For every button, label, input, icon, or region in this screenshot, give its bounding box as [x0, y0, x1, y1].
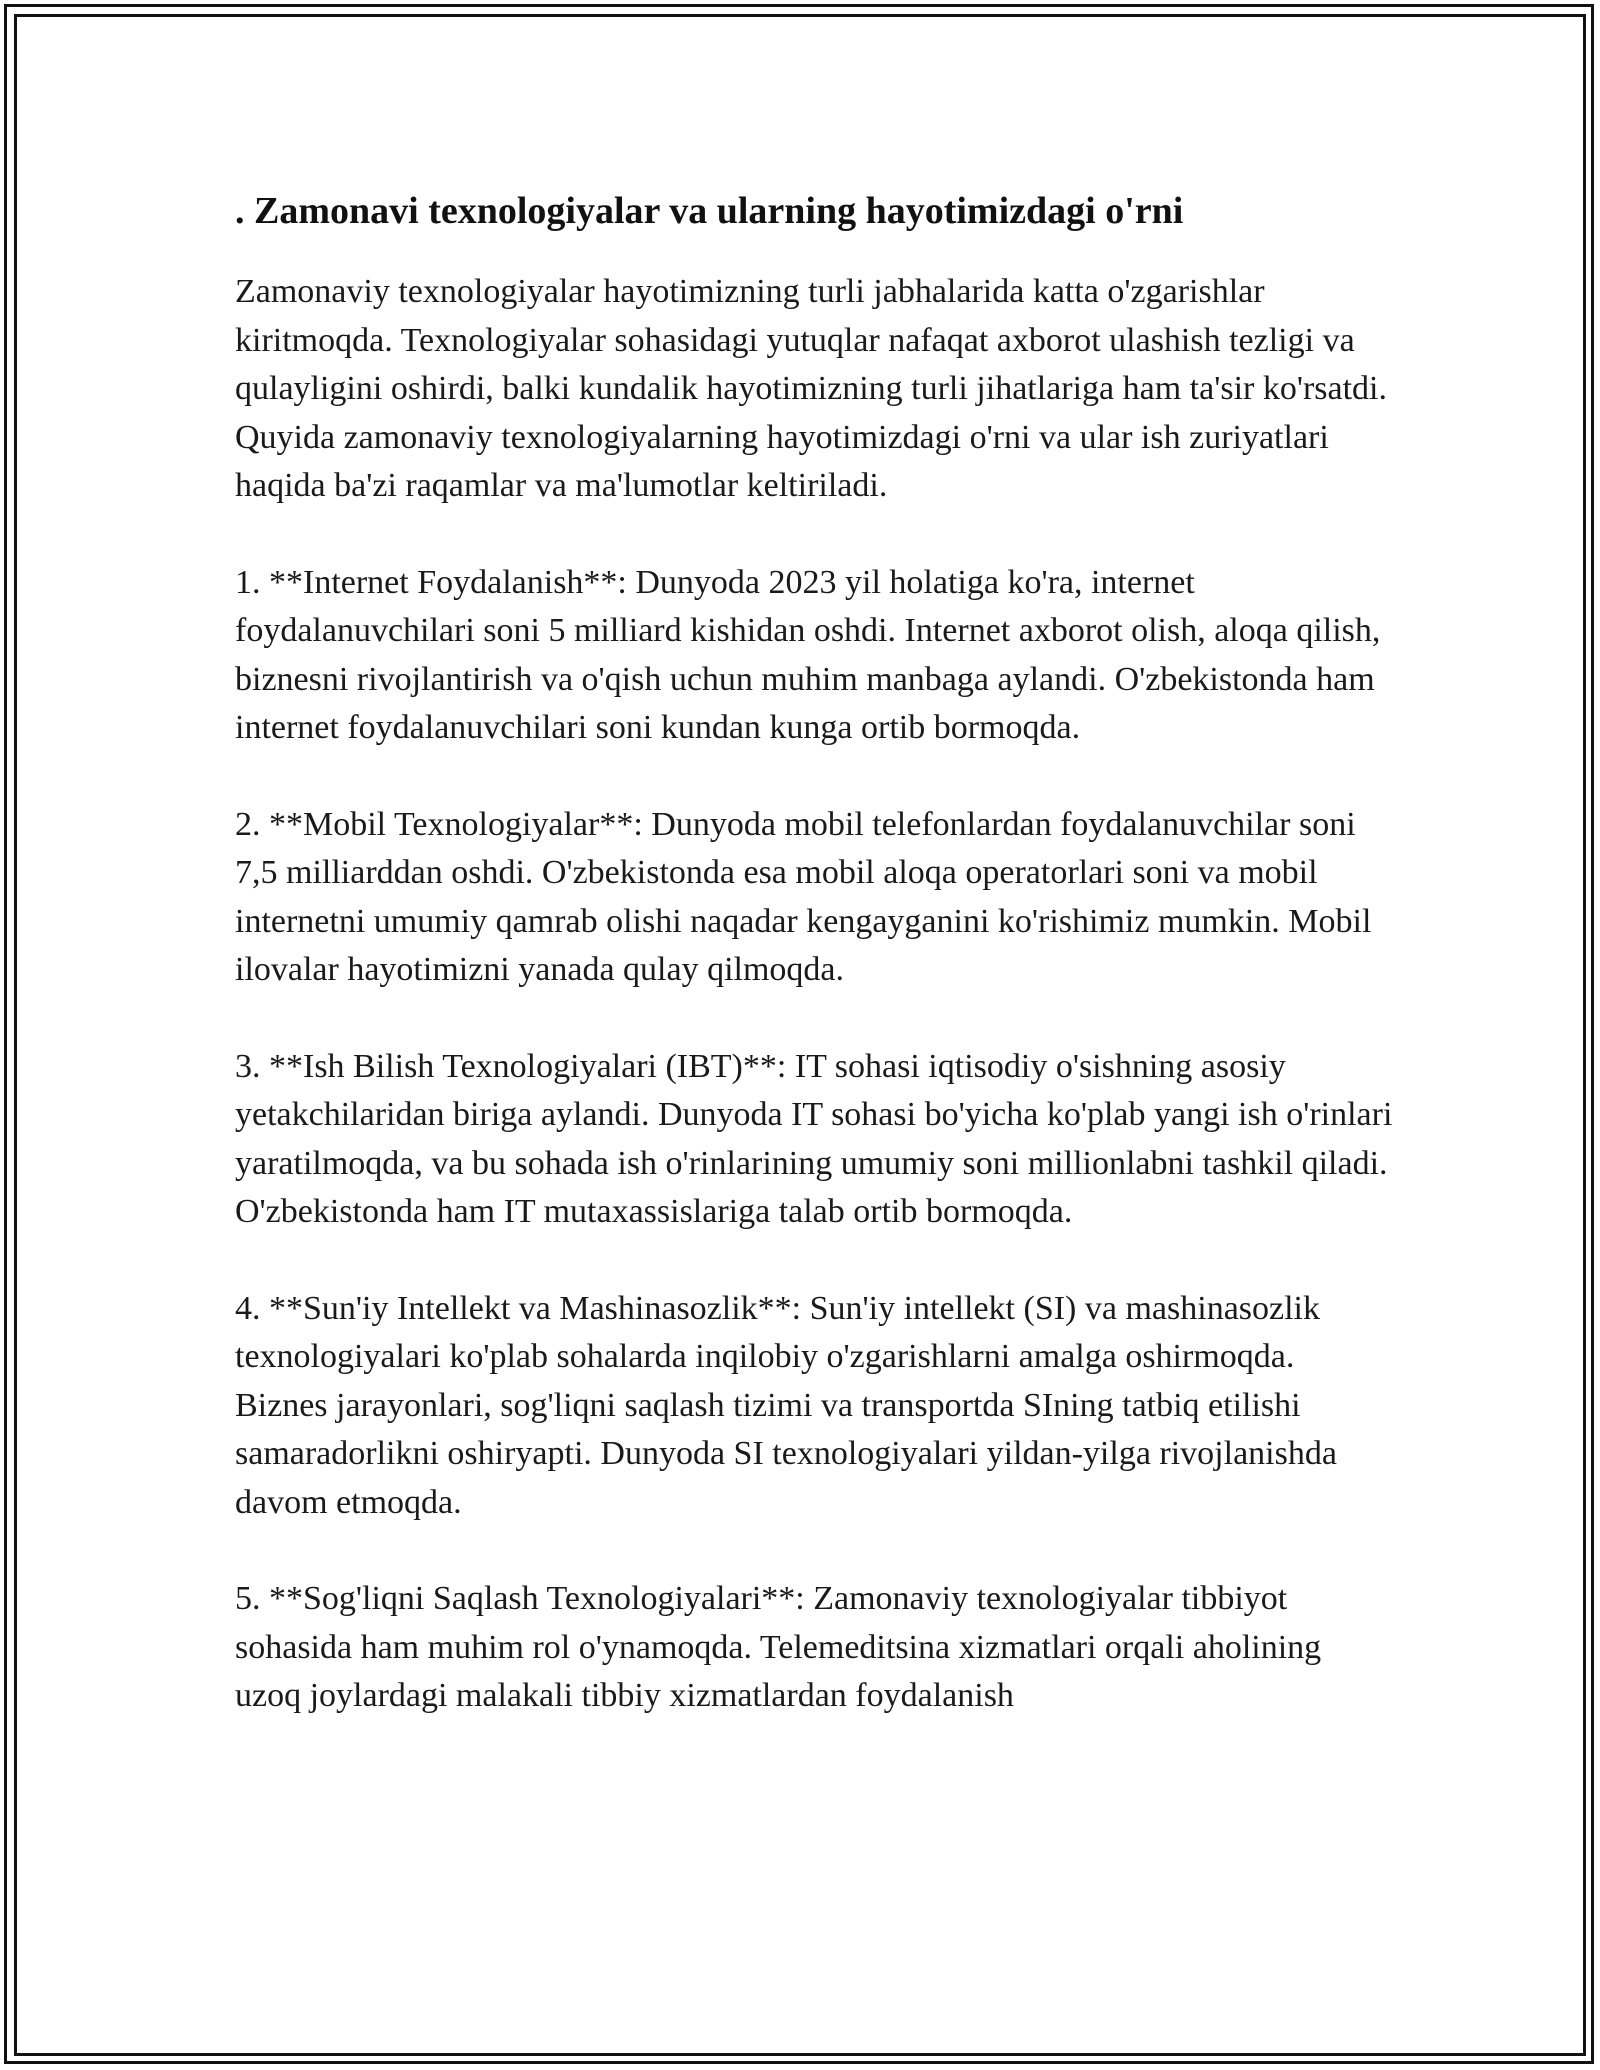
document-title: . Zamonavi texnologiyalar va ularning hayotimizdagi o'rni [235, 190, 1184, 232]
paragraph-mobile-technologies: 2. **Mobil Texnologiyalar**: Dunyoda mobil telefonlardan foydalanuvchilar soni 7,5 milliarddan oshdi. O'zbekistonda esa mobil aloqa operatorlari soni va mobil internetni umumiy qamrab olishi naqadar kengayganini ko'rishimiz mumkin. Mobil ilovalar hayotimizni yanada qulay qilmoqda. [235, 805, 1372, 988]
document-body [235, 186, 1395, 1769]
paragraph-health-technologies: 5. **Sog'liqni Saqlash Texnologiyalari**: Zamonaviy texnologiyalar tibbiyot sohasida ham muhim rol o'ynamoqda. Telemeditsina xizmatlari orqali aholining uzoq joylardagi malakali tibbiy xizmatlardan foydalanish [235, 1580, 1322, 1714]
paragraph-it-jobs: 3. **Ish Bilish Texnologiyalari (IBT)**: IT sohasi iqtisodiy o'sishning asosiy yetakchilaridan biriga aylandi. Dunyoda IT sohasi bo'yicha ko'plab yangi ish o'rinlari yaratilmoqda, va bu sohada ish o'rinlarining umumiy soni millionlabni tashkil qiladi. O'zbekistonda ham IT mutaxassislariga talab ortib bormoqda. [235, 1047, 1393, 1230]
intro-paragraph: Zamonaviy texnologiyalar hayotimizning turli jabhalarida katta o'zgarishlar kiritmoqda. Texnologiyalar sohasidagi yutuqlar nafaqat axborot ulashish tezligi va qulayligini oshirdi, balki kundalik hayotimizning turli jihatlariga ham ta'sir ko'rsatdi. Quyida zamonaviy texnologiyalarning hayotimizdagi o'rni va ular ish zuriyatlari haqida ba'zi raqamlar va ma'lumotlar keltiriladi. [235, 273, 1387, 504]
paragraph-internet-usage: 1. **Internet Foydalanish**: Dunyoda 2023 yil holatiga ko'ra, internet foydalanuvchilari soni 5 milliard kishidan oshdi. Internet axborot olish, aloqa qilish, biznesni rivojlantirish va o'qish uchun muhim manbaga aylandi. O'zbekistonda ham internet foydalanuvchilari soni kundan kunga ortib bormoqda. [235, 563, 1381, 746]
paragraph-artificial-intelligence: 4. **Sun'iy Intellekt va Mashinasozlik**: Sun'iy intellekt (SI) va mashinasozlik texnologiyalari ko'plab sohalarda inqilobiy o'zgarishlarni amalga oshirmoqda. Biznes jarayonlari, sog'liqni saqlash tizimi va transportda SIning tatbiq etilishi samaradorlikni oshiryapti. Dunyoda SI texnologiyalari yildan-yilga rivojlanishda davom etmoqda. [235, 1289, 1337, 1521]
